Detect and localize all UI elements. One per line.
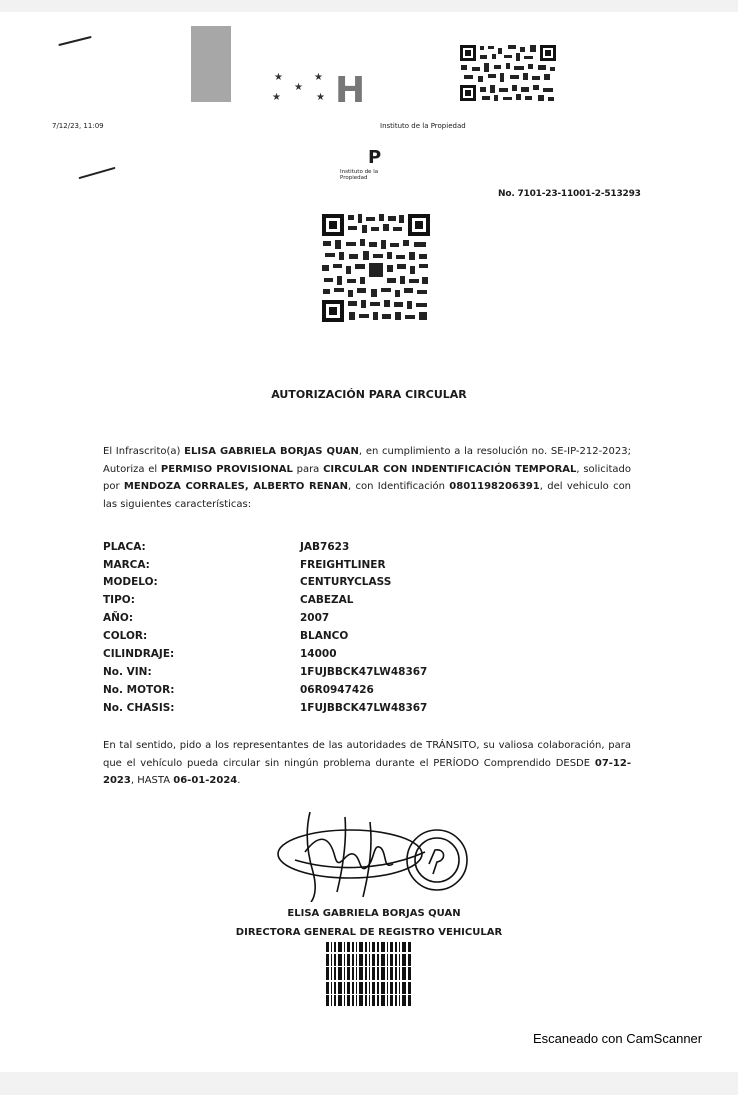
pen-mark — [58, 36, 91, 46]
qr-code-icon — [458, 43, 558, 103]
intro-text: para — [292, 463, 324, 475]
spec-value: 1FUJBBCK47LW48367 — [300, 666, 428, 678]
spec-label: MARCA: — [103, 559, 150, 571]
spec-value: FREIGHTLINER — [300, 559, 386, 571]
spec-value: 14000 — [300, 648, 337, 660]
valid-from-date: 07-12-2023 — [103, 757, 631, 786]
pen-mark — [78, 167, 115, 179]
intro-text: , en cumplimiento a la resolución no. SE-IP-212-2023; Autoriza el — [103, 446, 631, 475]
spec-value: 06R0947426 — [300, 684, 374, 696]
signer-name-inline: ELISA GABRIELA BORJAS QUAN — [184, 446, 359, 457]
intro-text: , solicitado por — [103, 463, 632, 492]
honduras-h-logo-icon: H — [335, 70, 365, 111]
spec-value: CABEZAL — [300, 594, 354, 606]
valid-to-date: 06-01-2024 — [173, 775, 238, 786]
circulation-type: CIRCULAR CON INDENTIFICACIÓN TEMPORAL — [323, 463, 577, 475]
signature-stamp — [275, 812, 475, 902]
spec-label: MODELO: — [103, 576, 158, 588]
permit-type: PERMISO PROVISIONAL — [160, 463, 293, 475]
camscanner-watermark: Escaneado con CamScanner — [533, 1031, 703, 1046]
requester-name: MENDOZA CORRALES, ALBERTO RENAN — [123, 481, 349, 492]
requester-id: 0801198206391 — [449, 481, 540, 492]
logo-text: Instituto de la Propiedad — [340, 169, 379, 181]
intro-text: El Infrascrito(a) — [103, 446, 185, 457]
spec-value: BLANCO — [300, 630, 349, 642]
spec-value: CENTURYCLASS — [300, 576, 392, 588]
document-page — [0, 12, 738, 1072]
barcode-icon — [326, 942, 412, 1006]
intro-text: , con Identificación — [348, 481, 450, 492]
spec-label: No. MOTOR: — [103, 684, 175, 696]
spec-label: TIPO: — [103, 594, 135, 606]
closing-text: En tal sentido, pido a los representantes de las autoridades de TRÁNSITO, su valiosa colaboración, para que el vehículo pueda circular sin ningún problema durante el PERÍODO Comprendido DESDE — [103, 740, 631, 769]
spec-label: No. VIN: — [103, 666, 152, 678]
spec-label: AÑO: — [103, 612, 134, 624]
document-number: No. 7101-23-11001-2-513293 — [498, 189, 641, 199]
closing-text: , HASTA — [130, 775, 174, 786]
redacted-block — [191, 26, 231, 102]
spec-label: PLACA: — [103, 541, 146, 553]
signer-title: DIRECTORA GENERAL DE REGISTRO VEHICULAR — [235, 927, 503, 938]
signer-name: ELISA GABRIELA BORJAS QUAN — [287, 908, 461, 919]
closing-text: . — [237, 775, 241, 786]
spec-label: CILINDRAJE: — [103, 648, 175, 660]
spec-label: No. CHASIS: — [103, 702, 175, 714]
honduras-stars-icon: ★ ★ ★ ★ ★ — [272, 72, 325, 103]
institution-logo — [338, 147, 408, 187]
spec-value: 2007 — [300, 612, 330, 624]
spec-value: JAB7623 — [300, 541, 350, 553]
print-date: 7/12/23, 11:09 — [52, 122, 104, 130]
intro-paragraph — [103, 443, 631, 513]
logo-letter: P — [368, 147, 382, 168]
spec-label: COLOR: — [103, 630, 148, 642]
institution-header: Instituto de la Propiedad — [380, 122, 466, 130]
qr-code-icon — [320, 212, 432, 324]
closing-paragraph — [103, 737, 631, 790]
intro-text: , del vehiculo con las siguientes características: — [103, 481, 632, 510]
document-title: AUTORIZACIÓN PARA CIRCULAR — [271, 388, 467, 401]
spec-value: 1FUJBBCK47LW48367 — [300, 702, 428, 714]
